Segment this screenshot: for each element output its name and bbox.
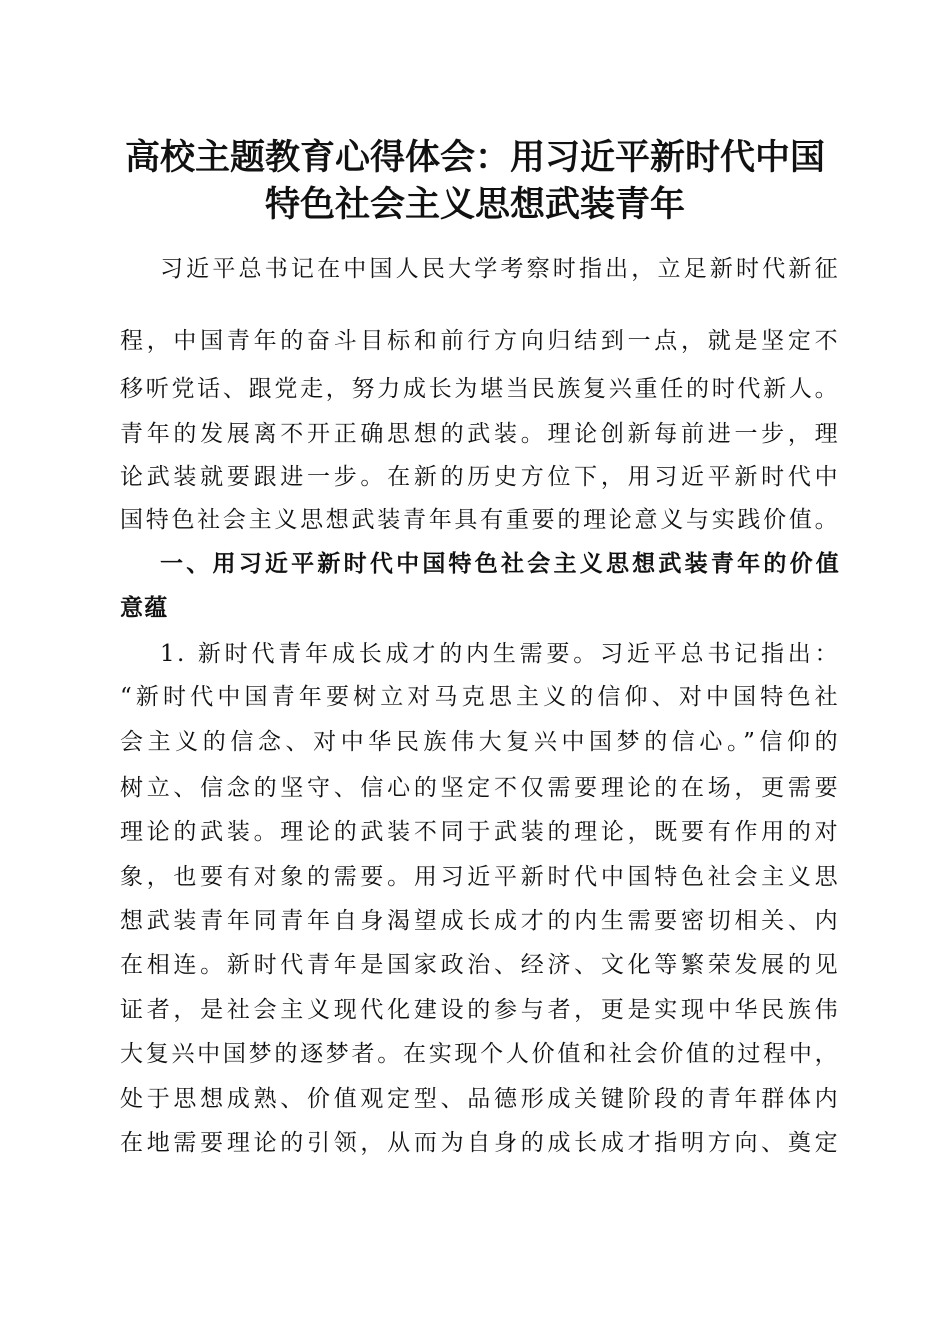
paragraph-line: 理论的武装。理论的武装不同于武装的理论，既要有作用的对 (120, 819, 840, 845)
paragraph-line: 大复兴中国梦的逐梦者。在实现个人价值和社会价值的过程中， (120, 1041, 840, 1067)
paragraph-line: 1. 新时代青年成长成才的内生需要。习近平总书记指出： (160, 641, 840, 667)
section-heading: 一、用习近平新时代中国特色社会主义思想武装青年的价值 (160, 551, 840, 577)
paragraph-line: 在相连。新时代青年是国家政治、经济、文化等繁荣发展的见 (120, 952, 840, 978)
paragraph-line: 论武装就要跟进一步。在新的历史方位下，用习近平新时代中 (120, 464, 840, 490)
paragraph-line: 想武装青年同青年自身渴望成长成才的内生需要密切相关、内 (120, 908, 840, 934)
document-title-line-2: 特色社会主义思想武装青年 (264, 184, 685, 225)
paragraph-line: 在地需要理论的引领，从而为自身的成长成才指明方向、奠定 (120, 1130, 840, 1156)
document-title-line-1: 高校主题教育心得体会：用习近平新时代中国 (124, 137, 825, 178)
paragraph-line: 习近平总书记在中国人民大学考察时指出，立足新时代新征 (160, 256, 840, 282)
paragraph-line: 移听党话、跟党走，努力成长为堪当民族复兴重任的时代新人。 (120, 376, 840, 402)
paragraph-line: 会主义的信念、对中华民族伟大复兴中国梦的信心。”信仰的 (120, 729, 840, 755)
paragraph-line: 程，中国青年的奋斗目标和前行方向归结到一点，就是坚定不 (120, 328, 840, 354)
paragraph-line: 青年的发展离不开正确思想的武装。理论创新每前进一步，理 (120, 421, 840, 447)
paragraph-line: 证者，是社会主义现代化建设的参与者，更是实现中华民族伟 (120, 997, 840, 1023)
paragraph-line: “新时代中国青年要树立对马克思主义的信仰、对中国特色社 (120, 684, 840, 710)
paragraph-line: 象，也要有对象的需要。用习近平新时代中国特色社会主义思 (120, 864, 840, 890)
paragraph-line: 处于思想成熟、价值观定型、品德形成关键阶段的青年群体内 (120, 1086, 840, 1112)
paragraph-line: 国特色社会主义思想武装青年具有重要的理论意义与实践价值。 (120, 507, 840, 533)
section-heading-continued: 意蕴 (120, 595, 169, 621)
paragraph-line: 树立、信念的坚守、信心的坚定不仅需要理论的在场，更需要 (120, 775, 840, 801)
